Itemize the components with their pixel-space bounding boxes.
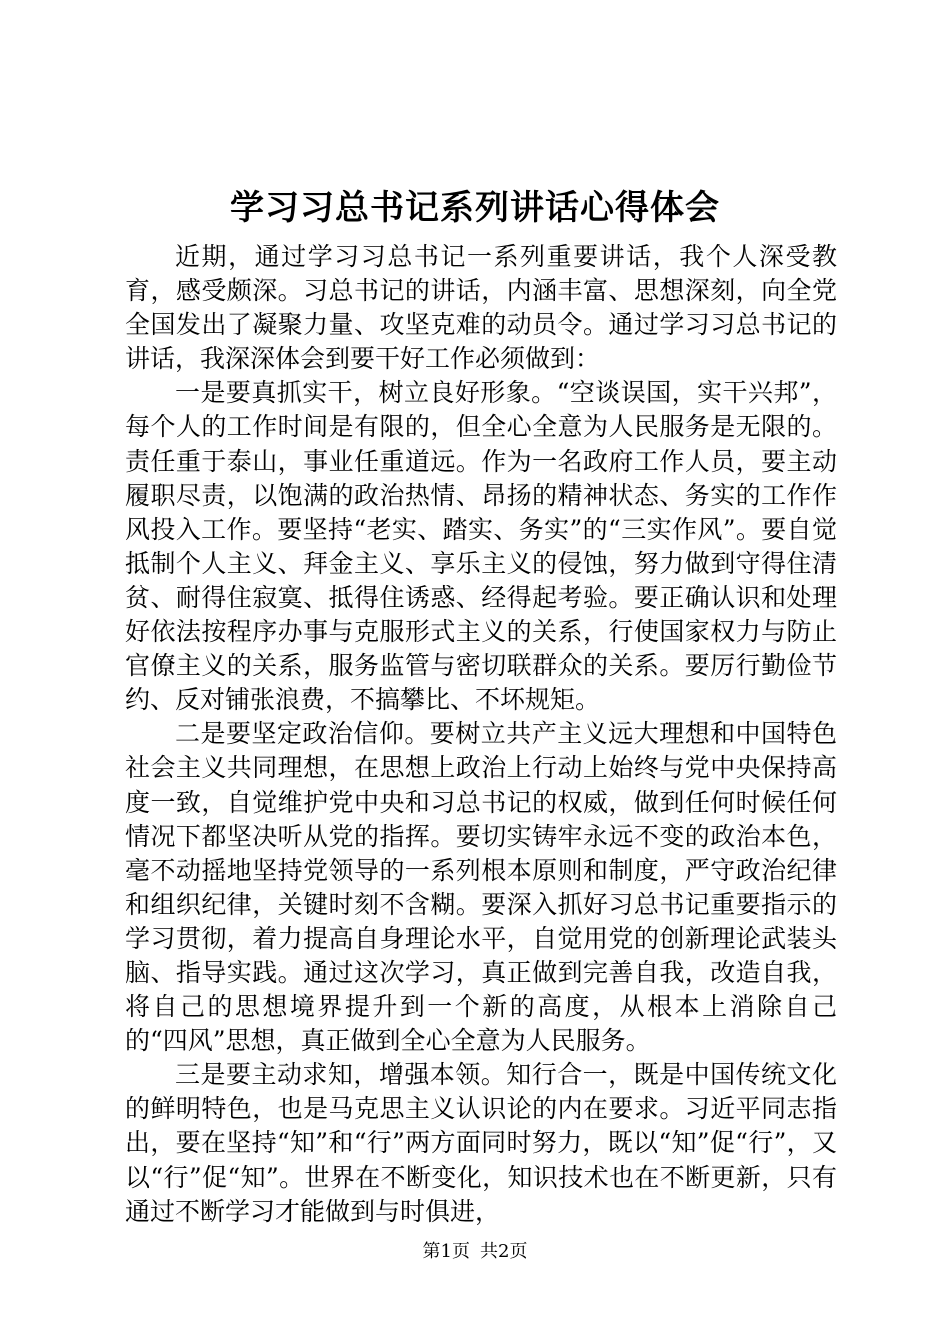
page-total: 共2页	[480, 1241, 528, 1262]
document-body	[125, 240, 837, 1229]
document-title: 学习习总书记系列讲话心得体会	[230, 188, 720, 228]
page-number: 第1页	[422, 1241, 470, 1262]
paragraph-point-three: 三是要主动求知，增强本领。知行合一，既是中国传统文化的鲜明特色，也是马克思主义认识论的内在要求。习近平同志指出，要在坚持“知”和“行”两方面同时努力，既以“知”促“行”，又以“行”促“知”。世界在不断变化，知识技术也在不断更新，只有通过不断学习才能做到与时俱进，	[125, 1060, 837, 1226]
paragraph-point-two: 二是要坚定政治信仰。要树立共产主义远大理想和中国特色社会主义共同理想，在思想上政治上行动上始终与党中央保持高度一致，自觉维护党中央和习总书记的权威，做到任何时候任何情况下都坚决听从党的指挥。要切实铸牢永远不变的政治本色，毫不动摇地坚持党领导的一系列根本原则和制度，严守政治纪律和组织纪律，关键时刻不含糊。要深入抓好习总书记重要指示的学习贯彻，着力提高自身理论水平，自觉用党的创新理论武装头脑、指导实践。通过这次学习，真正做到完善自我，改造自我，将自己的思想境界提升到一个新的高度，从根本上消除自己的“四风”思想，真正做到全心全意为人民服务。	[125, 719, 837, 1056]
paragraph-intro: 近期，通过学习习总书记一系列重要讲话，我个人深受教育，感受颇深。习总书记的讲话，内涵丰富、思想深刻，向全党全国发出了凝聚力量、攻坚克难的动员令。通过学习习总书记的讲话，我深深体会到要干好工作必须做到：	[125, 242, 837, 374]
page-footer	[0, 1240, 950, 1264]
paragraph-point-one: 一是要真抓实干，树立良好形象。“空谈误国，实干兴邦”，每个人的工作时间是有限的，但全心全意为人民服务是无限的。责任重于泰山，事业任重道远。作为一名政府工作人员，要主动履职尽责，以饱满的政治热情、昂扬的精神状态、务实的工作作风投入工作。要坚持“老实、踏实、务实”的“三实作风”。要自觉抵制个人主义、拜金主义、享乐主义的侵蚀，努力做到守得住清贫、耐得住寂寞、抵得住诱惑、经得起考验。要正确认识和处理好依法按程序办事与克服形式主义的关系，行使国家权力与防止官僚主义的关系，服务监管与密切联群众的关系。要厉行勤俭节约、反对铺张浪费，不搞攀比、不坏规矩。	[125, 378, 837, 715]
